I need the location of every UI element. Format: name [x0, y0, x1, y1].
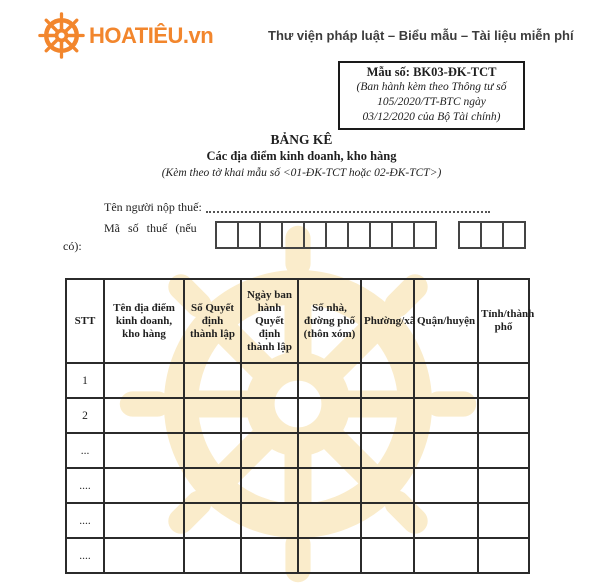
- table-header-row: [66, 279, 529, 363]
- empty-cell: [184, 503, 241, 538]
- site-logo[interactable]: [38, 12, 213, 59]
- row-index-cell: ....: [66, 538, 104, 573]
- empty-cell: [241, 433, 298, 468]
- empty-cell: [241, 363, 298, 398]
- locations-table: [65, 278, 535, 574]
- tax-code-cell: [413, 221, 437, 249]
- empty-cell: [241, 398, 298, 433]
- empty-cell: [104, 538, 184, 573]
- row-index-cell: 2: [66, 398, 104, 433]
- row-index-cell: ....: [66, 503, 104, 538]
- form-number-note-line3: 03/12/2020 của Bộ Tài chính): [362, 111, 501, 123]
- taxpayer-name-fill-line: [206, 199, 490, 213]
- tax-code-label-line1: Mã số thuế (nếu: [104, 221, 197, 235]
- empty-cell: [478, 433, 529, 468]
- header-location-name: Tên địa điểm kinh doanh, kho hàng: [104, 279, 184, 363]
- empty-cell: [104, 398, 184, 433]
- tax-code-boxes-main: [215, 221, 437, 249]
- header-decision-date: Ngày ban hành Quyết định thành lập: [241, 279, 298, 363]
- header-district: Quận/huyện: [414, 279, 478, 363]
- empty-cell: [104, 468, 184, 503]
- header-stt: STT: [66, 279, 104, 363]
- empty-cell: [361, 468, 414, 503]
- empty-cell: [241, 468, 298, 503]
- site-tagline: Thư viện pháp luật – Biểu mẫu – Tài liệu miễn phí: [268, 28, 574, 43]
- empty-cell: [184, 363, 241, 398]
- row-index-cell: ....: [66, 468, 104, 503]
- header-street: Số nhà, đường phố (thôn xóm): [298, 279, 361, 363]
- document-title: BẢNG KÊ: [270, 132, 333, 147]
- header-ward: Phường/xã: [361, 279, 414, 363]
- tax-code-cell: [458, 221, 482, 249]
- empty-cell: [361, 398, 414, 433]
- logo-brand: HOATIÊU: [89, 22, 183, 48]
- tax-code-cell: [347, 221, 371, 249]
- empty-cell: [241, 538, 298, 573]
- site-logo-text: [89, 23, 213, 49]
- empty-cell: [361, 503, 414, 538]
- empty-cell: [478, 503, 529, 538]
- table-header: [66, 279, 535, 363]
- taxpayer-name-label: Tên người nộp thuế:: [104, 200, 202, 214]
- empty-cell: [104, 363, 184, 398]
- table-body: [66, 363, 529, 573]
- row-index-cell: 1: [66, 363, 104, 398]
- table-row: [66, 538, 529, 573]
- empty-cell: [104, 503, 184, 538]
- empty-cell: [104, 433, 184, 468]
- document-title-block: [0, 131, 603, 181]
- header-province: Tỉnh/thành phố: [478, 279, 529, 363]
- tax-code-cell: [480, 221, 504, 249]
- tax-code-label-line2: có):: [63, 239, 82, 253]
- tax-code-cell: [325, 221, 349, 249]
- attachment-note: (Kèm theo tờ khai mẫu số <01-ĐK-TCT hoặc 02-ĐK-TCT>): [161, 167, 442, 179]
- table-row: [66, 468, 529, 503]
- logo-tld: .vn: [182, 22, 214, 48]
- empty-cell: [184, 398, 241, 433]
- document-subtitle: Các địa điểm kinh doanh, kho hàng: [206, 149, 397, 163]
- tax-code-cell: [215, 221, 239, 249]
- tax-code-cell: [237, 221, 261, 249]
- empty-cell: [414, 468, 478, 503]
- empty-cell: [298, 468, 361, 503]
- empty-cell: [298, 503, 361, 538]
- empty-cell: [478, 363, 529, 398]
- header-decision-number: Số Quyết định thành lập: [184, 279, 241, 363]
- row-index-cell: ...: [66, 433, 104, 468]
- empty-cell: [361, 363, 414, 398]
- empty-cell: [241, 503, 298, 538]
- tax-code-cell: [259, 221, 283, 249]
- tax-code-cell: [369, 221, 393, 249]
- empty-cell: [298, 398, 361, 433]
- empty-cell: [414, 363, 478, 398]
- empty-cell: [184, 433, 241, 468]
- empty-cell: [414, 433, 478, 468]
- empty-cell: [298, 363, 361, 398]
- tax-code-cell: [303, 221, 327, 249]
- empty-cell: [298, 538, 361, 573]
- empty-cell: [414, 503, 478, 538]
- empty-cell: [361, 538, 414, 573]
- tax-code-cell: [391, 221, 415, 249]
- tax-code-boxes-branch: [458, 221, 526, 249]
- form-number-note-line1: (Ban hành kèm theo Thông tư số: [356, 81, 507, 93]
- form-number-title: Mẫu số: BK03-ĐK-TCT: [366, 65, 497, 79]
- empty-cell: [478, 468, 529, 503]
- taxpayer-name-row: [104, 199, 490, 215]
- empty-cell: [184, 468, 241, 503]
- form-number-note-line2: 105/2020/TT-BTC ngày: [377, 96, 486, 108]
- table-row: [66, 503, 529, 538]
- table-row: [66, 398, 529, 433]
- tax-code-cell: [281, 221, 305, 249]
- empty-cell: [478, 398, 529, 433]
- tax-code-cell: [502, 221, 526, 249]
- form-number-box: [338, 61, 525, 130]
- empty-cell: [184, 538, 241, 573]
- empty-cell: [414, 398, 478, 433]
- empty-cell: [478, 538, 529, 573]
- table-row: [66, 433, 529, 468]
- empty-cell: [298, 433, 361, 468]
- ship-wheel-logo-icon: [38, 12, 85, 59]
- empty-cell: [361, 433, 414, 468]
- table-row: [66, 363, 529, 398]
- empty-cell: [414, 538, 478, 573]
